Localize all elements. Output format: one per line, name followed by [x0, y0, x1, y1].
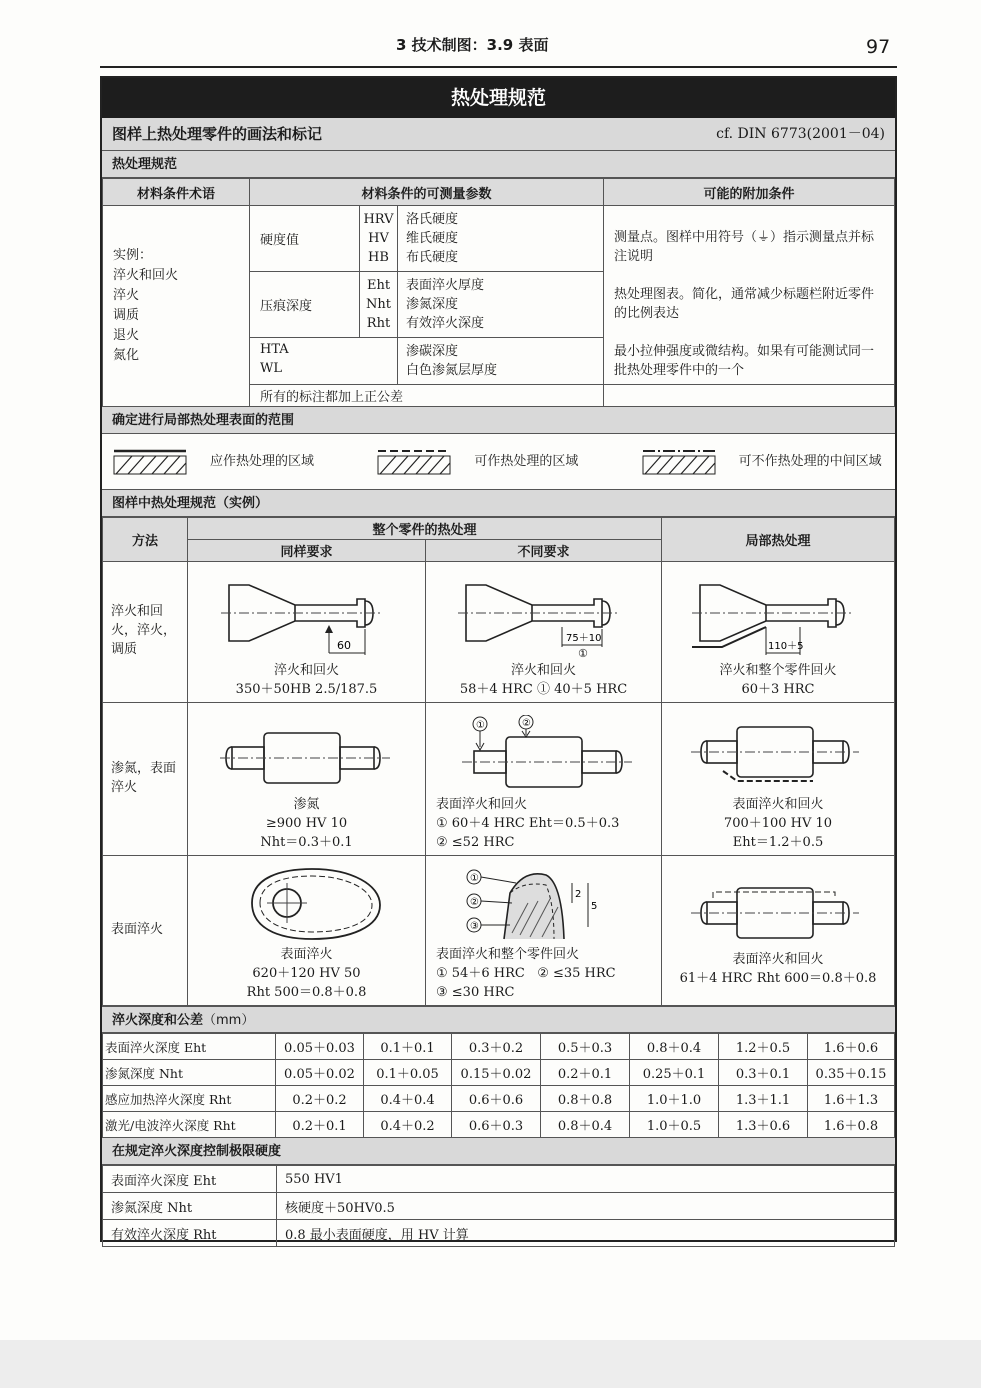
- depth-value: 0.1＋0.05: [364, 1060, 452, 1086]
- shaft-collar-drawing: [683, 878, 873, 948]
- depth-value: 0.8＋0.4: [630, 1034, 719, 1060]
- term-item: 淬火和回火: [113, 268, 179, 283]
- example-cell: [662, 703, 895, 856]
- param-symbol: HTA WL: [250, 338, 398, 384]
- unit-label: （mm）: [203, 1013, 255, 1028]
- dimension-label: 5: [590, 901, 597, 912]
- example-text: 淬火和回火: [511, 663, 577, 678]
- depth-row: [103, 1060, 895, 1086]
- col-header-local: 局部热处理: [662, 518, 895, 562]
- example-text: ① 54＋6 HRC ② ≤35 HRC: [436, 966, 616, 981]
- standard-reference: cf. DIN 6773(2001－04): [716, 126, 885, 142]
- col-header-term: 材料条件术语: [103, 179, 250, 206]
- example-cell: [662, 856, 895, 1006]
- marker-label: ①: [475, 720, 485, 731]
- chapter-heading: 3 技术制图：3.9 表面: [396, 36, 549, 54]
- examples-label: 实例：: [113, 248, 153, 263]
- term-examples: [103, 206, 250, 407]
- term-item: 氮化: [113, 348, 140, 363]
- depth-value: 0.15＋0.02: [452, 1060, 541, 1086]
- zone-optional: [366, 447, 630, 477]
- limit-value: 550 HV1: [277, 1166, 895, 1193]
- example-text: 620＋120 HV 50: [252, 966, 361, 981]
- limit-key: 表面淬火深度 Eht: [103, 1166, 277, 1193]
- limit-key: 有效淬火深度 Rht: [103, 1220, 277, 1247]
- depth-value: 0.05＋0.03: [276, 1034, 364, 1060]
- example-cell: [188, 856, 426, 1006]
- example-text: 58＋4 HRC ① 40＋5 HRC: [459, 682, 628, 697]
- marker-label: ③: [469, 921, 479, 932]
- col-header-method: 方法: [103, 518, 188, 562]
- shaft-taper-drawing: [444, 577, 644, 659]
- zone-required: [102, 447, 366, 477]
- example-text: Rht 500＝0.8＋0.8: [246, 985, 367, 1000]
- shaft-collar-drawing: [683, 717, 873, 793]
- example-text: 60＋3 HRC: [741, 682, 815, 697]
- col-header-whole: 整个零件的热处理: [188, 518, 662, 540]
- example-text: ≥900 HV 10: [265, 816, 348, 831]
- hardness-params: [360, 206, 604, 272]
- extra-item: 最小拉伸强度或微结构。如果有可能测试同一批热处理零件中的一个: [614, 344, 875, 378]
- example-text: 渗氮: [293, 797, 320, 812]
- header-rule: [100, 66, 897, 68]
- dimension-label: 2: [574, 889, 581, 900]
- term-item: 退火: [113, 328, 140, 343]
- term-item: 调质: [113, 308, 140, 323]
- depth-value: 1.0＋0.5: [630, 1112, 719, 1138]
- example-text: ① 60＋4 HRC Eht＝0.5＋0.3: [436, 816, 620, 831]
- param-symbol: HRV HV HB: [360, 206, 398, 271]
- example-cell: [188, 562, 426, 703]
- depth-value: 1.6＋1.3: [808, 1086, 895, 1112]
- depth-value: 0.2＋0.1: [541, 1060, 630, 1086]
- limit-key: 渗氮深度 Nht: [103, 1193, 277, 1220]
- depth-value: 0.05＋0.02: [276, 1060, 364, 1086]
- example-text: 表面淬火: [280, 947, 333, 962]
- gear-tooth-section-drawing: [454, 863, 644, 943]
- section-heading-examples: 图样中热处理规范（实例）: [102, 490, 895, 517]
- depth-value: 1.6＋0.6: [808, 1034, 895, 1060]
- example-text: 700＋100 HV 10: [723, 816, 833, 831]
- content-frame: [100, 76, 897, 1242]
- spec-table: [102, 178, 895, 407]
- example-text: ② ≤52 HRC: [436, 835, 515, 850]
- depth-value: 0.35＋0.15: [808, 1060, 895, 1086]
- example-text: 350＋50HB 2.5/187.5: [235, 682, 378, 697]
- section-heading-limits: 在规定淬火深度控制极限硬度: [102, 1138, 895, 1165]
- depth-key: 表面淬火深度 Eht: [103, 1034, 276, 1060]
- depth-key: 感应加热淬火深度 Rht: [103, 1086, 276, 1112]
- depth-params: [360, 272, 604, 338]
- method-label: 淬火和回火，淬火，调质: [103, 562, 188, 703]
- page-number: 97: [866, 36, 891, 58]
- shaft-collar-drawing: [212, 723, 402, 793]
- cam-disc-drawing: [212, 863, 402, 943]
- depth-tolerance-table: [102, 1033, 895, 1138]
- zone-intermediate: [631, 447, 895, 477]
- zone-legend: [102, 434, 895, 490]
- example-text: 表面淬火和回火: [732, 952, 824, 967]
- depth-row: [103, 1086, 895, 1112]
- limit-value: 0.8 最小表面硬度，用 HV 计算: [277, 1220, 895, 1247]
- col-header-extra: 可能的附加条件: [604, 179, 895, 206]
- depth-value: 0.2＋0.2: [276, 1086, 364, 1112]
- depth-value: 0.5＋0.3: [541, 1034, 630, 1060]
- example-text: 表面淬火和回火: [436, 797, 528, 812]
- depth-value: 0.1＋0.1: [364, 1034, 452, 1060]
- zone-label: 可不作热处理的中间区域: [738, 454, 882, 469]
- zone-label: 可作热处理的区域: [474, 454, 579, 469]
- example-cell: [426, 856, 662, 1006]
- depth-value: 1.0＋1.0: [630, 1086, 719, 1112]
- param-name: 渗碳深度 白色渗氮层厚度: [406, 344, 498, 378]
- other-params: [250, 338, 604, 385]
- depth-label: 压痕深度: [250, 272, 360, 338]
- example-text: ③ ≤30 HRC: [436, 985, 515, 1000]
- section-heading-depth: [102, 1006, 895, 1033]
- col-header-params: 材料条件的可测量参数: [250, 179, 604, 206]
- marker-label: ①: [469, 873, 479, 884]
- shaft-taper-drawing: [207, 577, 407, 659]
- depth-value: 1.3＋0.6: [719, 1112, 808, 1138]
- marker-label: ②: [469, 897, 479, 908]
- depth-value: 0.3＋0.2: [452, 1034, 541, 1060]
- example-cell: [662, 562, 895, 703]
- term-item: 淬火: [113, 288, 140, 303]
- col-header-same: 同样要求: [188, 540, 426, 562]
- extra-item: 热处理图表。简化，通常减少标题栏附近零件的比例表达: [614, 287, 875, 321]
- method-label: 渗氮，表面淬火: [103, 703, 188, 856]
- limit-value: 核硬度＋50HV0.5: [277, 1193, 895, 1220]
- depth-row: [103, 1034, 895, 1060]
- hatch-dashdot-line-icon: [641, 447, 717, 477]
- dimension-label: 60: [336, 639, 351, 652]
- example-cell: [426, 562, 662, 703]
- example-text: 表面淬火和整个零件回火: [436, 947, 580, 962]
- method-label: 表面淬火: [103, 856, 188, 1006]
- section-title: 淬火深度和公差: [112, 1013, 204, 1028]
- depth-value: 1.6＋0.8: [808, 1112, 895, 1138]
- depth-value: 0.2＋0.1: [276, 1112, 364, 1138]
- shaft-collar-drawing: [454, 715, 644, 793]
- marker-label: ②: [521, 718, 531, 729]
- depth-value: 0.4＋0.4: [364, 1086, 452, 1112]
- depth-value: 0.8＋0.8: [541, 1086, 630, 1112]
- examples-table: [102, 517, 895, 1006]
- marker-label: ①: [577, 647, 588, 659]
- section-heading-drawing: [102, 118, 895, 151]
- example-text: Eht＝1.2＋0.5: [732, 835, 824, 850]
- tolerance-note: 所有的标注都加上正公差: [250, 385, 604, 407]
- page-title: 热处理规范: [102, 78, 895, 118]
- example-text: 淬火和整个零件回火: [719, 663, 837, 678]
- param-name: 表面淬火厚度 渗氮深度 有效淬火深度: [406, 278, 485, 331]
- depth-value: 0.25＋0.1: [630, 1060, 719, 1086]
- example-text: 淬火和回火: [273, 663, 339, 678]
- col-header-diff: 不同要求: [426, 540, 662, 562]
- depth-key: 渗氮深度 Nht: [103, 1060, 276, 1086]
- param-name: 洛氏硬度 维氏硬度 布氏硬度: [406, 212, 459, 265]
- hatch-dashed-line-icon: [376, 447, 452, 477]
- extra-item: 测量点。图样中用符号（⏚）指示测量点并标注说明: [614, 230, 875, 264]
- limit-hardness-table: [102, 1165, 895, 1247]
- param-symbol: Eht Nht Rht: [360, 272, 398, 337]
- empty-cell: [604, 385, 895, 407]
- section-heading-zones: 确定进行局部热处理表面的范围: [102, 407, 895, 434]
- zone-label: 应作热处理的区域: [210, 454, 315, 469]
- example-text: 表面淬火和回火: [732, 797, 824, 812]
- example-cell: [426, 703, 662, 856]
- depth-value: 0.6＋0.3: [452, 1112, 541, 1138]
- dimension-label: 75＋10: [565, 633, 601, 644]
- depth-value: 0.3＋0.1: [719, 1060, 808, 1086]
- extra-conditions: [604, 206, 895, 385]
- depth-value: 0.6＋0.6: [452, 1086, 541, 1112]
- hardness-label: 硬度值: [250, 206, 360, 272]
- shaft-taper-drawing: [678, 577, 878, 659]
- example-text: 61＋4 HRC Rht 600＝0.8＋0.8: [679, 971, 877, 986]
- depth-value: 0.4＋0.2: [364, 1112, 452, 1138]
- running-header: [0, 28, 981, 68]
- depth-row: [103, 1112, 895, 1138]
- section-heading-spec: 热处理规范: [102, 151, 895, 178]
- example-cell: [188, 703, 426, 856]
- section-title: 图样上热处理零件的画法和标记: [112, 125, 323, 143]
- depth-value: 0.8＋0.4: [541, 1112, 630, 1138]
- depth-key: 激光/电波淬火深度 Rht: [103, 1112, 276, 1138]
- dimension-label: 110＋5: [768, 641, 804, 652]
- depth-value: 1.3＋1.1: [719, 1086, 808, 1112]
- hatch-solid-line-icon: [112, 447, 188, 477]
- example-text: Nht＝0.3＋0.1: [260, 835, 353, 850]
- depth-value: 1.2＋0.5: [719, 1034, 808, 1060]
